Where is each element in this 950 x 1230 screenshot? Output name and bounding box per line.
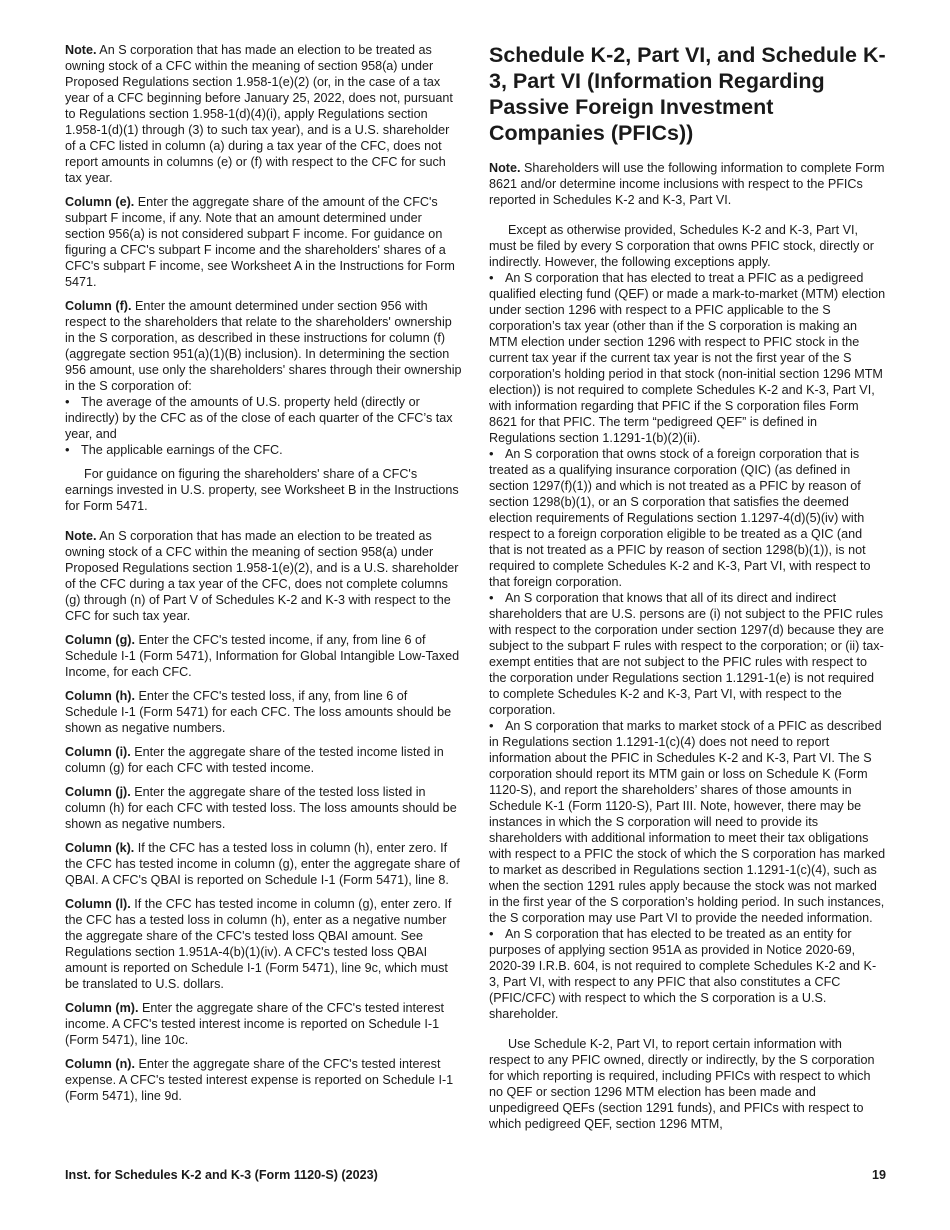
- column-label: Column (g).: [65, 633, 135, 647]
- paragraph: Column (n). Enter the aggregate share of the CFC's tested interest expense. A CFC's tested interest expense is reported on Schedule I-1 (Form 5471), line 9d.: [65, 1057, 454, 1103]
- paragraph: Column (e). Enter the aggregate share of the amount of the CFC's subpart F income, if any. Note that an amount determined under section 956(a) is not considered subpart F income. For guidance on figuring a CFC's subpart F income and the shareholders' shares of a CFC's subpart F income, see Worksheet A in the Instructions for Form 5471.: [65, 195, 455, 289]
- paragraph: Column (h). Enter the CFC's tested loss, if any, from line 6 of Schedule I-1 (Form 5471) for each CFC. The loss amounts should be shown as negative numbers.: [65, 689, 452, 735]
- paragraph: For guidance on figuring the shareholders' share of a CFC's earnings invested in U.S. property, see Worksheet B in the Instructions for Form 5471.: [65, 467, 459, 513]
- paragraph: Note. An S corporation that has made an election to be treated as owning stock of a CFC within the meaning of section 958(a) under Proposed Regulations section 1.958-1(e)(2) (or, in the case of a tax year of a CFC beginning before January 25, 2022, does not, pursuant to Regulations section 1.958-1(d)(4)(i), apply Regulations section 1.958-1(d)(1) through (3) to such tax year), and is a U.S. shareholder of a CFC listed in column (a) during a tax year of the CFC, does not report amounts in columns (e) or (f) with respect to the CFC for such tax year.: [65, 43, 453, 185]
- left-column: [65, 42, 462, 1112]
- column-label: Column (e).: [65, 195, 135, 209]
- list-item: • An S corporation that owns stock of a foreign corporation that is treated as a qualifying insurance corporation (QIC) (as defined in section 1297(f)(1)) and which is not treated as a PFIC by reason of section 1298(b)(1), or an S corporation that satisfies the deemed election requirements of Regulations section 1.1297-4(d)(5)(iv) with respect to a foreign corporation eligible to be treated as a QIC (and that is not treated as a PFIC by reason of section 1298(b)(1)), is not required to complete Schedules K-2 and K-3, Part VI, with respect to that foreign corporation.: [489, 446, 886, 590]
- note-label: Note.: [65, 43, 97, 57]
- page-number: 19: [871, 1168, 886, 1182]
- paragraph: Column (m). Enter the aggregate share of the CFC's tested interest income. A CFC's tested interest income is reported on Schedule I-1 (Form 5471), line 10c.: [65, 1001, 444, 1047]
- paragraph: Use Schedule K-2, Part VI, to report certain information with respect to any PFIC owned, directly or indirectly, by the S corporation for which reporting is required, including PFICs with respect to which no QEF or section 1296 MTM election has been made and unpedigreed QEFs (section 1291 funds), and PFICs with respect to which pedigreed QEF, section 1296 MTM,: [489, 1037, 875, 1131]
- column-label: Column (f).: [65, 299, 132, 313]
- list-item: • The average of the amounts of U.S. property held (directly or indirectly) by the CFC as of the close of each quarter of the CFC’s tax year, and: [65, 394, 462, 442]
- paragraph: Note. Shareholders will use the following information to complete Form 8621 and/or determine income inclusions with respect to the PFICs reported in Schedules K-2 and K-3, Part VI.: [489, 161, 885, 207]
- paragraph: Column (i). Enter the aggregate share of the tested income listed in column (g) for each CFC with tested income.: [65, 745, 444, 775]
- column-label: Column (h).: [65, 689, 135, 703]
- footer-title: Inst. for Schedules K-2 and K-3 (Form 1120-S) (2023): [65, 1168, 378, 1182]
- list-item: • An S corporation that marks to market stock of a PFIC as described in Regulations section 1.1291-1(c)(4) does not need to report information about the PFIC in Schedules K-2 and K-3, Part VI. The S corporation should report its MTM gain or loss on Schedule K (Form 1120-S), and report the shareholders’ shares of those amounts in Schedule K-1 (Form 1120-S), Part III. Note, however, there may be instances in which the S corporation will need to provide its shareholders with additional information to meet their tax obligations with respect to a PFIC the stock of which the S corporation has marked to market as described in Regulations section 1.1291-1(c)(4), such as when the section 1291 rules apply because the stock was not marked in the first year of the S corporation’s holding period. In such instances, the S corporation may use Part VI to provide the needed information.: [489, 718, 886, 926]
- note-label: Note.: [489, 161, 521, 175]
- paragraph: Note. An S corporation that has made an election to be treated as owning stock of a CFC within the meaning of section 958(a) under Proposed Regulations section 1.958-1(e)(2), and is a U.S. shareholder of the CFC during a tax year of the CFC, does not complete columns (g) through (n) of Part V of Schedules K-2 and K-3 with respect to the CFC for such tax year.: [65, 529, 459, 623]
- list-item: • An S corporation that has elected to be treated as an entity for purposes of applying section 951A as provided in Notice 2020-69, 2020-39 I.R.B. 604, is not required to complete Schedules K-2 and K-3, Part VI, with respect to any PFIC that also constitutes a CFC (PFIC/CFC) with respect to which the S corporation is a U.S. shareholder.: [489, 926, 886, 1022]
- column-label: Column (l).: [65, 897, 131, 911]
- paragraph: Column (f). Enter the amount determined under section 956 with respect to the shareholders that relate to the shareholders' ownership in the S corporation, as described in these instructions for column (f) (aggregate section 951(a)(1)(B) inclusion). In determining the section 956 amount, use only the shareholders' shares through their ownership in the S corporation of:: [65, 299, 462, 393]
- bullet-list: [489, 270, 886, 1022]
- right-column: [489, 42, 886, 1140]
- paragraph: Column (g). Enter the CFC's tested income, if any, from line 6 of Schedule I-1 (Form 5471), Information for Global Intangible Low-Taxed Income, for each CFC.: [65, 633, 460, 679]
- section-heading: Schedule K-2, Part VI, and Schedule K-3, Part VI (Information Regarding Passive Foreign Investment Companies (PFICs)): [489, 43, 886, 145]
- bullet-list: [65, 394, 462, 458]
- paragraph: Column (j). Enter the aggregate share of the tested loss listed in column (h) for each CFC with tested loss. The loss amounts should be shown as negative numbers.: [65, 785, 457, 831]
- column-label: Column (k).: [65, 841, 135, 855]
- column-label: Column (n).: [65, 1057, 135, 1071]
- note-label: Note.: [65, 529, 97, 543]
- list-item: • An S corporation that has elected to treat a PFIC as a pedigreed qualified electing fund (QEF) or made a mark-to-market (MTM) election under section 1296 with respect to a PFIC applicable to the S corporation’s tax year (other than if the S corporation is making an MTM election under section 1296 with respect to PFIC stock in the current tax year if the current tax year is not the first year of the S corporation’s holding period in that stock (non-initial section 1296 MTM election)) is not required to complete Schedules K-2 and K-3, Part VI, with information regarding that PFIC if the S corporation files Form 8621 for that PFIC. The term “pedigreed QEF” is defined in Regulations section 1.1291-1(b)(2)(ii).: [489, 270, 886, 446]
- list-item: • The applicable earnings of the CFC.: [65, 442, 462, 458]
- page-footer: [65, 1168, 886, 1182]
- paragraph: Column (l). If the CFC has tested income in column (g), enter zero. If the CFC has a tested loss in column (h), enter as a negative number the aggregate share of the CFC's tested loss QBAI amount. See Regulations section 1.951A-4(b)(1)(iv). A CFC's tested loss QBAI amount is reported on Schedule I-1 (Form 5471), line 9c, which must be translated to U.S. dollars.: [65, 897, 452, 991]
- list-item: • An S corporation that knows that all of its direct and indirect shareholders that are U.S. persons are (i) not subject to the PFIC rules with respect to the corporation under section 1297(d) because they are subject to the subpart F rules with respect to the corporation; or (ii) tax-exempt entities that are not subject to the PFIC rules with respect to the corporation under Regulations section 1.1291-1(e) is not required to complete Schedules K-2 and K-3, Part VI, with respect to the corporation.: [489, 590, 886, 718]
- column-label: Column (m).: [65, 1001, 139, 1015]
- column-label: Column (j).: [65, 785, 131, 799]
- paragraph: Column (k). If the CFC has a tested loss in column (h), enter zero. If the CFC has tested income in column (g), enter the aggregate share of QBAI. A CFC's QBAI is reported on Schedule I-1 (Form 5471), line 8.: [65, 841, 460, 887]
- paragraph: Except as otherwise provided, Schedules K-2 and K-3, Part VI, must be filed by every S corporation that owns PFIC stock, directly or indirectly. However, the following exceptions apply.: [489, 223, 874, 269]
- column-label: Column (i).: [65, 745, 131, 759]
